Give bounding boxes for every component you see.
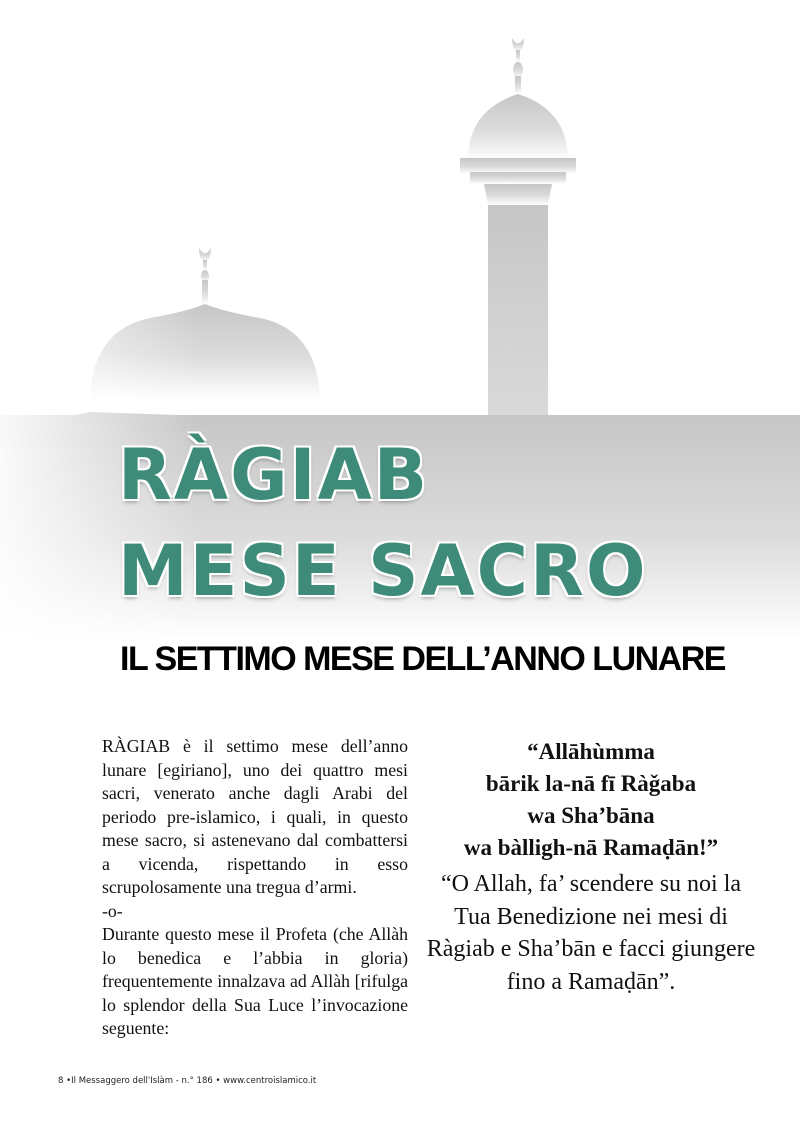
title-line-2: MESE SACRO (118, 530, 648, 612)
subtitle: IL SETTIMO MESE DELL’ANNO LUNARE (120, 640, 725, 678)
page-footer: 8 •Il Messaggero dell'Islàm - n.° 186 • www.centroislamico.it (58, 1076, 317, 1086)
invocation-arabic (425, 736, 757, 864)
invocation-translation: “O Allah, fa’ scendere su noi la Tua Benedizione nei mesi di Ràgiab e Sha’bān e facci giungere fino a Ramaḍān”. (426, 871, 756, 995)
article-paragraph-2: Durante questo mese il Profeta (che Allàh lo benedica e l’abbia in gloria) frequentemente innalzava ad Allàh [rifulga lo splendor della Sua Luce l’invocazione seguente: (102, 924, 408, 1038)
title-line-1: RÀGIAB (118, 434, 430, 516)
invocation-line-3: wa Sha’bāna (527, 803, 655, 828)
invocation-line-1: “Allāhùmma (527, 739, 655, 764)
article-column (102, 735, 408, 1041)
invocation-line-4: wa bàlligh-nā Ramaḍān!” (463, 835, 719, 860)
article-paragraph-1: RÀGIAB è il settimo mese dell’anno lunare [egiriano], uno dei quattro mesi sacri, venerato anche dagli Arabi del periodo pre-islamico, i quali, in questo mese sacro, si astenevano dal combattersi a vicenda, rispettando in esso scrupolosamente una tregua d’armi. (102, 736, 408, 897)
section-separator: -o- (102, 900, 123, 921)
invocation-block (425, 736, 757, 998)
invocation-line-2: bārik la-nā fī Ràǧaba (485, 771, 697, 796)
